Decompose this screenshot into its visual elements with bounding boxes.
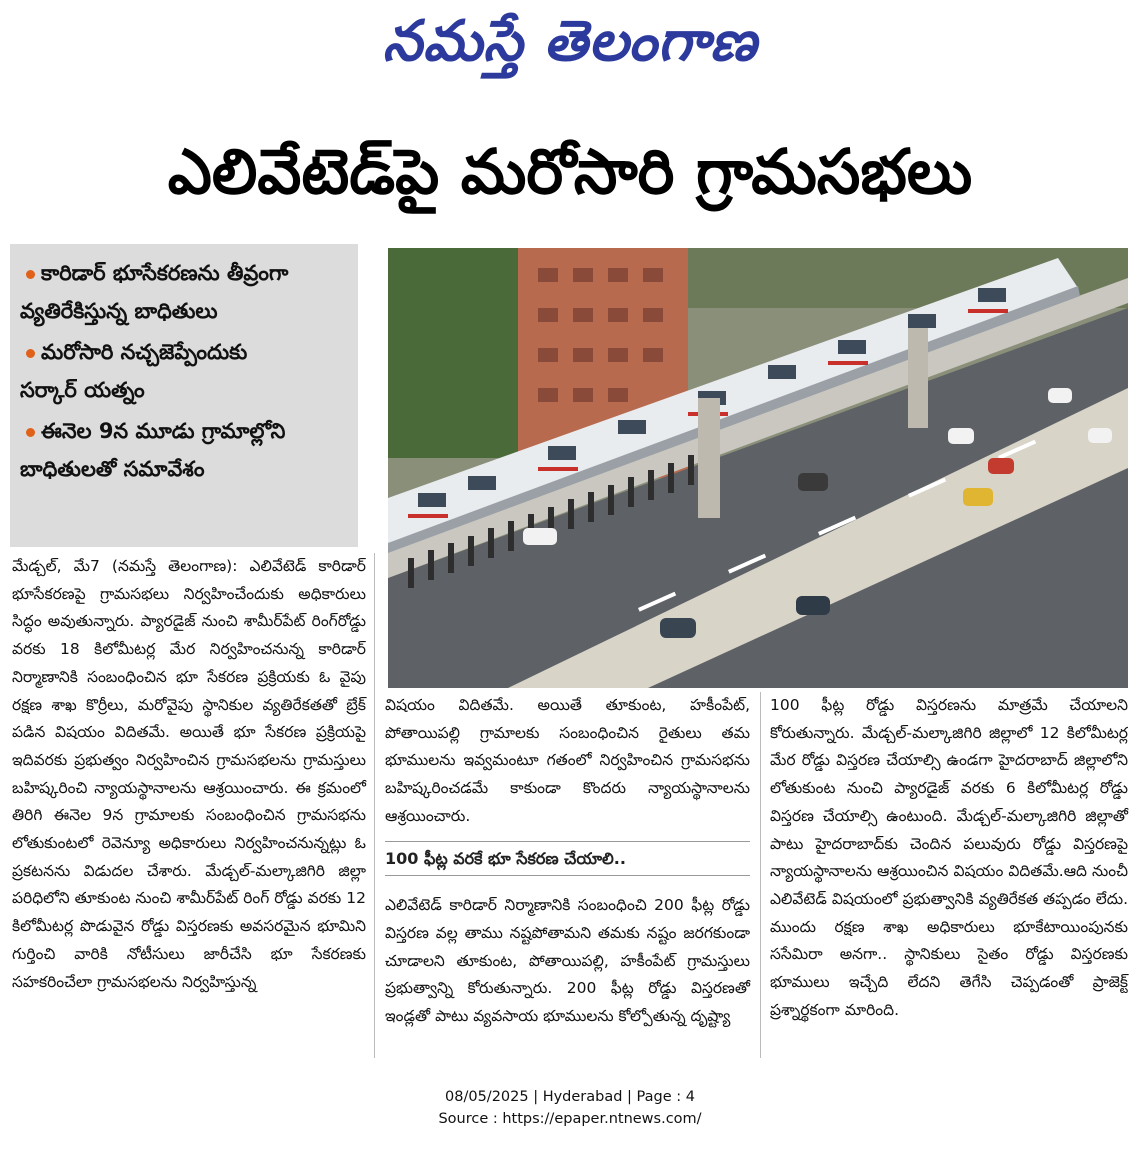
highlight-item: కారిడార్ భూసేకరణను తీవ్రంగా వ్యతిరేకిస్తున్న బాధితులు xyxy=(20,261,289,323)
article-paragraph: ఎలివేటెడ్ కారిడార్ నిర్మాణానికి సంబంధించి 200 ఫీట్ల రోడ్డు విస్తరణ వల్ల తాము నష్టపోతామని తమకు నష్టం జరగకుండా చూడాలని తూకుంట, పోతాయిపల్లి, హకీంపేట్ గ్రామస్తులు ప్రభుత్వాన్ని కోరుతున్నారు. 200 ఫీట్ల రోడ్డు విస్తరణతో ఇండ్లతో పాటు వ్యవసాయ భూములను కోల్పోతున్న దృష్ట్యా xyxy=(385,896,750,1026)
highlights-box xyxy=(10,244,358,547)
article-headline: ఎలివేటెడ్‌పై మరోసారి గ్రామసభలు xyxy=(167,135,973,208)
article-paragraph: 100 ఫీట్ల రోడ్డు విస్తరణను మాత్రమే చేయాలని కోరుతున్నారు. మేడ్చల్-మల్కాజిగిరి జిల్లాలో 12 కిలోమీటర్ల మేర రోడ్డు విస్తరణ చేయాల్సి ఉండగా హైదరాబాద్ జిల్లాలోని లోతుకుంట నుంచి ప్యారడైజ్ వరకు 6 కిలోమీటర్ల రోడ్డు విస్తరణ చేయాల్సి ఉంటుంది. మేడ్చల్-మల్కాజిగిరి జిల్లాతో పాటు హైదరాబాద్‌కు చెందిన పలువురు రోడ్డు విస్తరణపై న్యాయస్థానాలను ఆశ్రయించిన విషయం విదితమే.ఆది నుంచీ ఎలివేటెడ్ విషయంలో ప్రభుత్వానికి వ్యతిరేకత తప్పడం లేదు. ముందు రక్షణ శాఖ అధికారులు భూకేటాయింపునకు ససేమిరా అనగా.. స్థానికులు సైతం రోడ్డు విస్తరణకు భూములు ఇచ్చేది లేదని తెగేసి చెప్పడంతో ప్రాజెక్ట్ ప్రశ్నార్థకంగా మారింది. xyxy=(770,696,1128,1019)
newspaper-masthead: నమస్తే తెలంగాణ xyxy=(382,8,758,74)
article-column-2 xyxy=(385,692,750,1031)
column-divider xyxy=(760,692,761,1058)
source-link[interactable]: Source : https://epaper.ntnews.com/ xyxy=(438,1111,702,1127)
article-paragraph: విషయం విదితమే. అయితే తూకుంట, హకీంపేట్, పోతాయిపల్లి గ్రామాలకు సంబంధించిన రైతులు తమ భూములను ఇవ్వమంటూ గతంలో నిర్వహించిన గ్రామసభను బహిష్కరించడమే కాకుండా కొందరు న్యాయస్థానాలను ఆశ్రయించారు. xyxy=(385,696,750,825)
column-divider xyxy=(374,553,375,1058)
highlight-item: మరోసారి నచ్చజెప్పేందుకు సర్కార్ యత్నం xyxy=(20,340,248,402)
bullet-dot-icon xyxy=(26,270,35,279)
highlight-item: ఈనెల 9న మూడు గ్రామాల్లోని బాధితులతో సమావేశం xyxy=(20,419,286,481)
article-subheading: 100 ఫీట్ల వరకే భూ సేకరణ చేయాలి.. xyxy=(385,841,750,877)
bullet-dot-icon xyxy=(26,428,35,437)
edition-info: 08/05/2025 | Hyderabad | Page : 4 xyxy=(445,1089,695,1105)
article-column-3 xyxy=(770,692,1128,1024)
article-paragraph: మేడ్చల్, మే7 (నమస్తే తెలంగాణ): ఎలివేటెడ్ కారిడార్ భూసేకరణపై గ్రామసభలు నిర్వహించేందుకు అధికారులు సిద్ధం అవుతున్నారు. ప్యారడైజ్ నుంచి శామీర్‌పేట్ రింగ్‌రోడ్డు వరకు 18 కిలోమీటర్ల మేర నిర్వహించనున్న కారిడార్ నిర్మాణానికి సంబంధించిన భూ సేకరణ ప్రక్రియకు ఓ వైపు రక్షణ శాఖ కొర్రీలు, మరోవైపు స్థానికుల వ్యతిరేకతతో బ్రేక్ పడిన విషయం విదితమే. అయితే భూ సేకరణ ప్రక్రియపై ఇదివరకు ప్రభుత్వం నిర్వహించిన గ్రామసభలను గ్రామస్తులు బహిష్కరించి న్యాయస్థానాలను ఆశ్రయించారు. ఈ క్రమంలో తిరిగి ఈనెల 9న గ్రామాలకు సంబంధించిన గ్రామసభను లోతుకుంటలో రెవెన్యూ అధికారులు నిర్వహించనున్నట్లు ఓ ప్రకటనను విడుదల చేశారు. మేడ్చల్-మల్కాజిగిరి జిల్లా పరిధిలోని తూకుంట నుంచి శామీర్‌పేట్ రింగ్ రోడ్డు వరకు 12 కిలోమీటర్ల పొడువైన రోడ్డు విస్తరణకు అవసరమైన భూమిని గుర్తించి వారికి నోటీసులు జారీచేసి భూ సేకరణకు సహకరించేలా గ్రామసభలను నిర్వహిస్తున్న xyxy=(12,557,366,991)
article-column-1 xyxy=(12,553,366,996)
metro-elevated-corridor-photo xyxy=(388,248,1128,688)
bullet-dot-icon xyxy=(26,349,35,358)
